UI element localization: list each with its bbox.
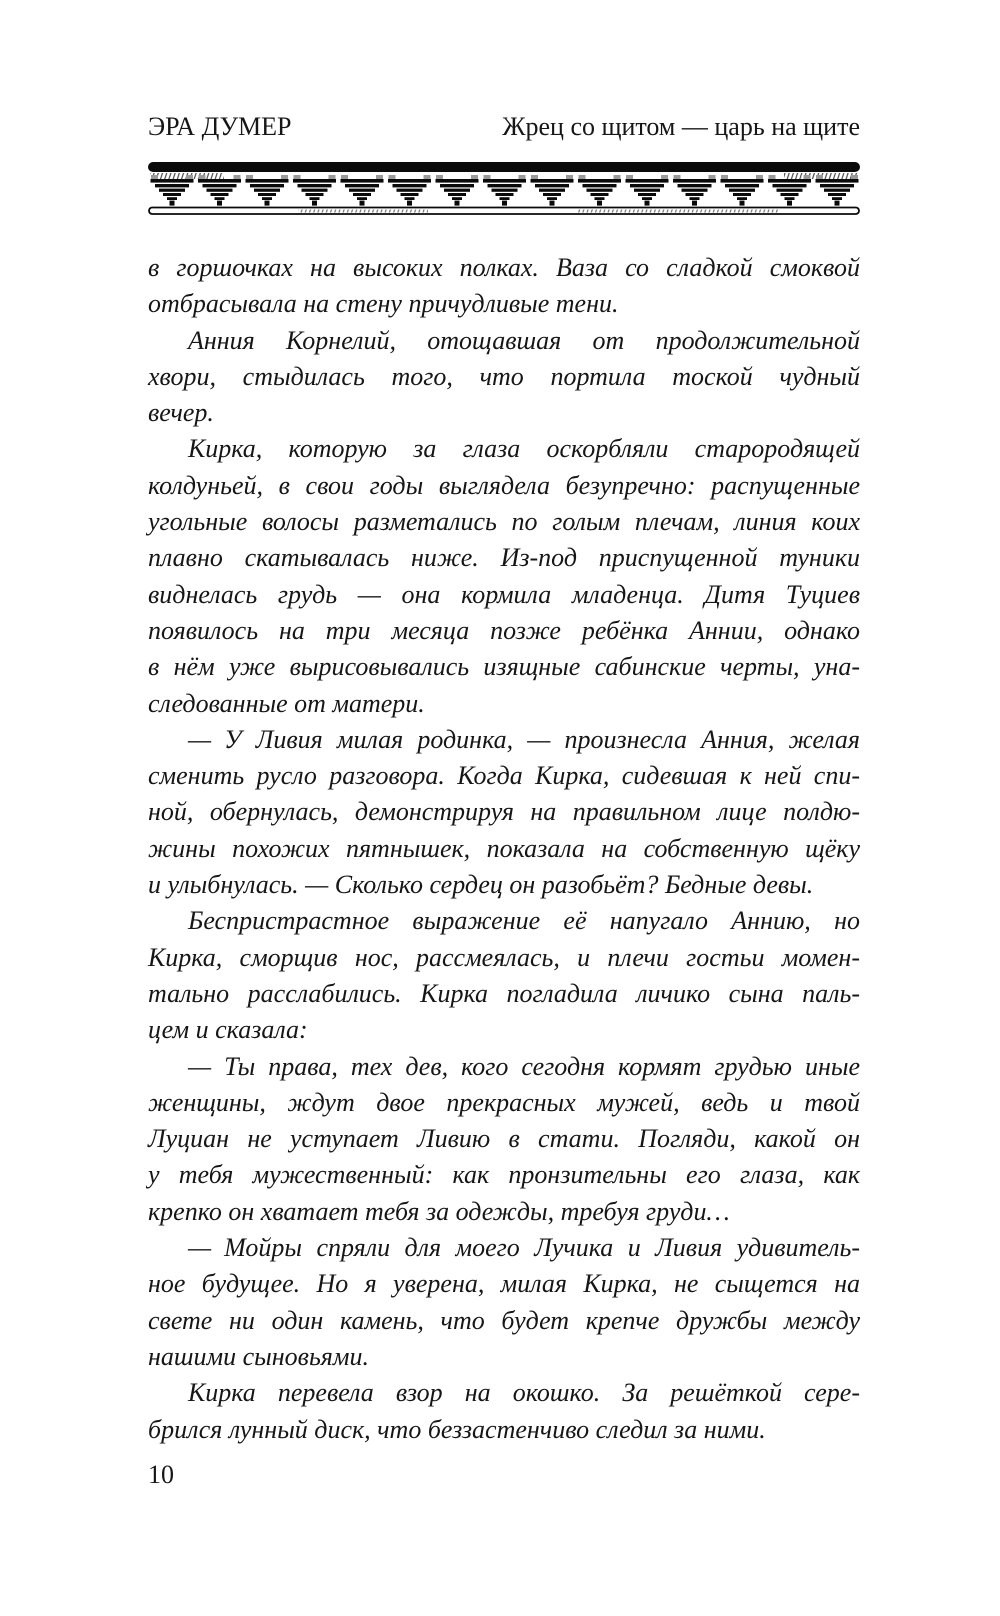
text-line: отбрасывала на стену причудливые тени. xyxy=(148,289,619,319)
text-line: сменить русло разговора. Когда Кирка, сидевшая к ней спи- xyxy=(148,761,860,791)
text-line: — Мойры спряли для моего Лучика и Ливия удивитель- xyxy=(188,1233,860,1263)
text-line: нашими сыновьями. xyxy=(148,1341,369,1371)
text-line: Кирка, сморщив нос, рассмеялась, и плечи гостьи момен- xyxy=(148,942,860,972)
text-line: ное будущее. Но я уверена, милая Кирка, не сыщется на xyxy=(148,1269,860,1299)
running-head-author: ЭРА ДУМЕР xyxy=(148,112,292,141)
text-line: Луциан не уступает Ливию в стати. Погляди, какой он xyxy=(148,1124,860,1154)
text-line: следованные от матери. xyxy=(148,688,425,718)
text-line: появилось на три месяца позже ребёнка Аннии, однако xyxy=(148,615,860,645)
text-line: Кирка, которую за глаза оскорбляли старородящей xyxy=(188,434,860,464)
running-head-title: Жрец со щитом — царь на щите xyxy=(502,112,860,141)
text-line: Кирка перевела взор на окошко. За решёткой сере- xyxy=(188,1378,860,1408)
paragraph xyxy=(148,1375,860,1448)
text-line: крепко он хватает тебя за одежды, требуя груди… xyxy=(148,1196,730,1226)
text-line: плавно скатывалась ниже. Из-под приспущенной туники xyxy=(148,543,860,573)
paragraph xyxy=(148,1230,860,1375)
text-line: Анния Корнелий, отощавшая от продолжительной xyxy=(188,325,860,355)
text-line: у тебя мужественный: как пронзительны его глаза, как xyxy=(148,1160,860,1190)
page-content xyxy=(148,0,860,1448)
text-line: угольные волосы разметались по голым плечам, линия коих xyxy=(148,507,860,537)
paragraph xyxy=(148,431,860,721)
text-line: вечер. xyxy=(148,398,214,428)
text-line: хвори, стыдилась того, что портила тоской чудный xyxy=(148,361,860,391)
text-line: и улыбнулась. — Сколько сердец он разобьёт? Бедные девы. xyxy=(148,870,814,900)
body-text xyxy=(148,250,860,1448)
text-line: в горшочках на высоких полках. Ваза со сладкой смоквой xyxy=(148,253,860,282)
text-line: в нём уже вырисовывались изящные сабинские черты, уна- xyxy=(148,652,860,682)
paragraph xyxy=(148,250,860,323)
text-line: — Ты права, тех дев, кого сегодня кормят грудью иные xyxy=(188,1051,860,1081)
ornament-divider xyxy=(148,162,860,216)
paragraph xyxy=(148,903,860,1048)
text-line: цем и сказала: xyxy=(148,1015,308,1045)
text-line: жины похожих пятнышек, показала на собственную щёку xyxy=(148,833,860,863)
text-line: ной, обернулась, демонстрируя на правильном лице полдю- xyxy=(148,797,860,827)
paragraph xyxy=(148,722,860,903)
text-line: свете ни один камень, что будет крепче дружбы между xyxy=(148,1305,860,1335)
text-line: колдуньей, в свои годы выглядела безупречно: распущенные xyxy=(148,470,860,500)
text-line: тально расслабились. Кирка погладила личико сына паль- xyxy=(148,978,860,1008)
ornament-bottom-rod xyxy=(149,208,859,215)
text-line: — У Ливия милая родинка, — произнесла Анния, желая xyxy=(188,724,860,754)
text-line: женщины, ждут двое прекрасных мужей, ведь и твой xyxy=(148,1087,860,1117)
ornament-top-bar xyxy=(148,162,860,172)
paragraph xyxy=(148,1049,860,1230)
text-line: Беспристрастное выражение её напугало Аннию, но xyxy=(188,906,860,936)
page-number: 10 xyxy=(148,1460,174,1489)
text-line: брился лунный диск, что беззастенчиво следил за ними. xyxy=(148,1414,766,1444)
running-head xyxy=(148,112,860,142)
ornament-cones xyxy=(151,175,859,206)
text-line: виднелась грудь — она кормила младенца. Дитя Туциев xyxy=(148,579,860,609)
paragraph xyxy=(148,323,860,432)
